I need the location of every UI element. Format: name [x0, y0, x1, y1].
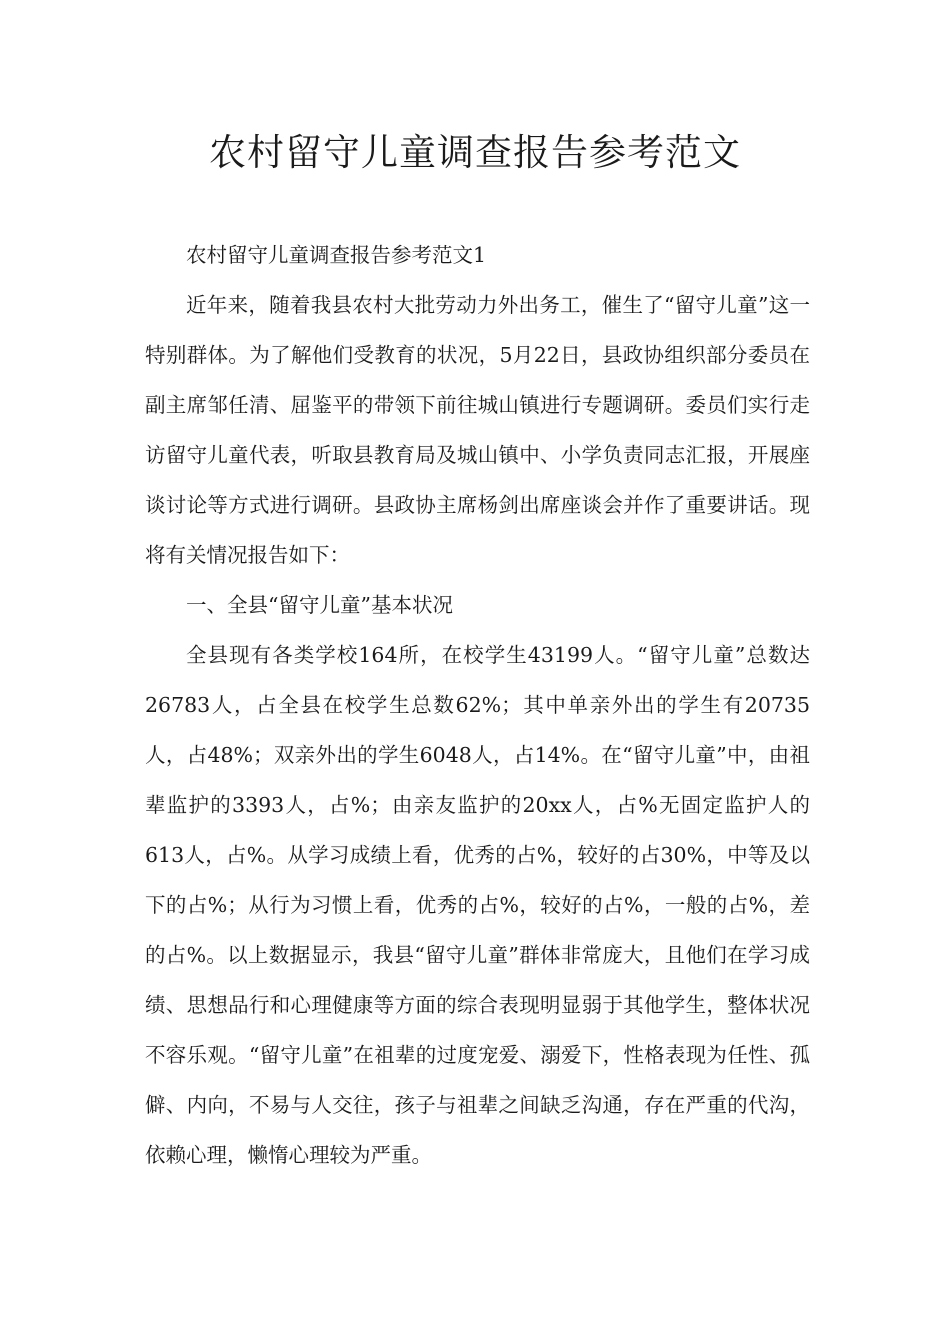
section-heading: 一、全县“留守儿童”基本状况 — [186, 593, 453, 617]
document-body — [145, 230, 810, 1180]
paragraph: 全县现有各类学校164所，在校学生43199人。“留守儿童”总数达26783人，占全县在校学生总数62%；其中单亲外出的学生有20735人，占48%；双亲外出的学生6048人，占14%。在“留守儿童”中，由祖辈监护的3393人，占%；由亲友监护的20xx人，占%无固定监护人的613人，占%。从学习成绩上看，优秀的占%，较好的占30%，中等及以下的占%；从行为习惯上看，优秀的占%，较好的占%，一般的占%，差的占%。以上数据显示，我县“留守儿童”群体非常庞大，且他们在学习成绩、思想品行和心理健康等方面的综合表现明显弱于其他学生，整体状况不容乐观。“留守儿童”在祖辈的过度宠爱、溺爱下，性格表现为任性、孤僻、内向，不易与人交往，孩子与祖辈之间缺乏沟通，存在严重的代沟，依赖心理，懒惰心理较为严重。 — [145, 643, 810, 1167]
document-title: 农村留守儿童调查报告参考范文 — [209, 131, 741, 174]
paragraph: 近年来，随着我县农村大批劳动力外出务工，催生了“留守儿童”这一特别群体。为了解他们受教育的状况，5月22日，县政协组织部分委员在副主席邹任清、屈鉴平的带领下前往城山镇进行专题调研。委员们实行走访留守儿童代表，听取县教育局及城山镇中、小学负责同志汇报，开展座谈讨论等方式进行调研。县政协主席杨剑出席座谈会并作了重要讲话。现将有关情况报告如下： — [145, 293, 810, 567]
section-heading: 农村留守儿童调查报告参考范文1 — [186, 243, 487, 267]
